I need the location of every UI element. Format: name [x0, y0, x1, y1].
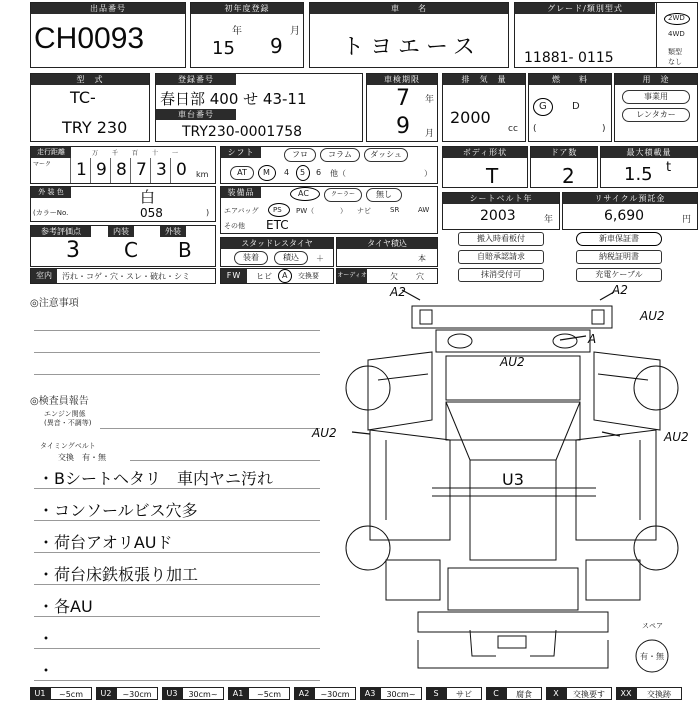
fuel-header: 燃 料: [529, 74, 611, 85]
equipment-cooler: クーラー: [324, 188, 362, 202]
audio-bar-label: オーディオ: [337, 269, 367, 283]
mileage-unit-mark: 十: [152, 150, 159, 157]
wd4-label: 4WD: [668, 30, 685, 38]
model-line1: TC-: [70, 88, 96, 107]
report-line-rule: [34, 616, 320, 617]
legend-item: [616, 687, 682, 700]
legend-key: A2: [294, 687, 314, 700]
usage-header: 用 途: [615, 74, 697, 85]
report-line-text: ・: [38, 629, 55, 648]
legend-item: [360, 687, 422, 700]
exterior-color-code-close: ): [206, 208, 210, 217]
inspection-year-char: 年: [425, 95, 435, 105]
inspection-month-value: 9: [396, 114, 410, 139]
legend-item: [426, 687, 482, 700]
first-reg-year-char: 年: [232, 26, 242, 37]
mileage-unit-mark: 一: [172, 150, 179, 157]
fw-option-crack: ヒビ: [256, 272, 272, 281]
document-item: 新車保証書: [576, 232, 662, 246]
reference-score: 3: [66, 238, 80, 263]
equipment-sr: SR: [390, 206, 400, 214]
notes-line-2: [34, 352, 320, 353]
wd2-label: 2WD: [668, 14, 685, 22]
seatbelt-value: 2003: [480, 208, 516, 224]
notes-line-3: [34, 374, 320, 375]
capacity-value: 1.5: [624, 164, 653, 185]
report-title: ◎検査員報告: [30, 396, 89, 407]
chassis-value: TRY230-0001758: [182, 124, 303, 140]
legend-item: [294, 687, 356, 700]
exterior-color-code-label: (カラーNo.: [33, 209, 69, 217]
studless-loaded: 積込: [274, 251, 308, 265]
mileage-digit: 8: [116, 160, 127, 180]
report-timing-value: 交換 有・無: [58, 453, 106, 462]
fw-option-a: A: [282, 271, 288, 280]
legend-value: ~30cm: [314, 687, 356, 700]
equipment-pw: PW（: [296, 207, 315, 215]
mileage-digit: 9: [96, 160, 107, 180]
fw-bar-label: FW: [221, 269, 247, 283]
report-line-rule: [34, 552, 320, 553]
spare-label: スペア: [642, 622, 663, 630]
legend-key: C: [486, 687, 506, 700]
shift-6: 6: [316, 168, 322, 177]
model-line2: TRY 230: [62, 118, 128, 137]
report-engine-line: [100, 428, 320, 429]
diagram-mark-a2-left: A2: [390, 285, 406, 299]
doors-value: 2: [562, 164, 575, 188]
legend-item: [546, 687, 612, 700]
shift-m: M: [263, 168, 270, 177]
interior-bar-value: 汚れ・コゲ・穴・スレ・破れ・シミ: [62, 272, 190, 281]
report-line-rule: [34, 584, 320, 585]
legend-value: ~5cm: [50, 687, 92, 700]
inspection-month-char: 月: [425, 129, 435, 139]
seatbelt-header: シートベルト年: [443, 193, 559, 204]
shift-other-close: ）: [424, 169, 432, 178]
report-line-text: ・Bシートヘタリ 車内ヤニ汚れ: [38, 469, 273, 488]
seatbelt-unit: 年: [544, 215, 554, 225]
equipment-ps: PS: [273, 206, 282, 214]
inspection-header: 車検期限: [367, 74, 437, 85]
diagram-mark-a-lamp: A: [588, 332, 597, 346]
shift-option-floor: フロ: [284, 148, 316, 162]
report-line-text: ・コンソールビス穴多: [38, 501, 198, 520]
diagram-mark-a2-right: A2: [612, 283, 628, 297]
diagram-mark-au2-left-side: AU2: [312, 426, 337, 440]
legend-key: X: [546, 687, 566, 700]
usage-business: 事業用: [622, 90, 690, 104]
model-header: 型 式: [31, 74, 149, 85]
diagram-mark-au2-right-side: AU2: [664, 430, 689, 444]
legend-value: 交換要す: [566, 687, 612, 700]
fw-option-replace: 交換要: [298, 272, 319, 280]
report-line-rule: [34, 520, 320, 521]
equipment-ac: AC: [298, 189, 309, 198]
fuel-paren-close: ): [602, 124, 606, 134]
displacement-header: 排 気 量: [443, 74, 525, 85]
lot-number-header: 出品番号: [31, 3, 185, 14]
mileage-mark-label: マーク: [33, 161, 52, 168]
legend-value: ~5cm: [248, 687, 290, 700]
mileage-digit: 7: [136, 160, 147, 180]
report-timing-line: [130, 460, 320, 461]
mileage-digit-cell: [70, 158, 91, 183]
spare-value: 有・無: [640, 652, 664, 661]
mileage-digit: 3: [156, 160, 167, 180]
shift-4: 4: [284, 168, 290, 177]
report-line-text: ・: [38, 661, 55, 680]
equipment-navi: ナビ: [357, 207, 371, 215]
mileage-header: 走行距離: [31, 147, 71, 158]
lot-number-value: CH0093: [34, 22, 145, 55]
report-engine-label: エンジン関係: [44, 410, 86, 418]
report-line-rule: [34, 648, 320, 649]
recycle-header: リサイクル預託金: [563, 193, 697, 204]
exterior-color-value: 白: [140, 188, 156, 206]
body-shape-value: T: [486, 164, 499, 188]
legend-value: 交換跡: [636, 687, 682, 700]
mileage-digit-cell: [150, 158, 171, 183]
mileage-unit-mark: 万: [92, 150, 99, 157]
legend-value: ~30cm: [116, 687, 158, 700]
mileage-digit-cell: [90, 158, 111, 183]
first-reg-year-value: 15: [212, 38, 235, 59]
equipment-other-label: その他: [224, 222, 245, 230]
tire-header: タイヤ積込: [337, 238, 437, 249]
legend-key: U3: [162, 687, 182, 700]
car-name-value: トヨエース: [342, 35, 481, 60]
mileage-unit-mark: 千: [112, 150, 119, 157]
equipment-aw: AW: [418, 206, 430, 214]
grade-value: 11881- 0115: [524, 50, 614, 66]
mileage-digit: 0: [176, 160, 187, 180]
fuel-d: D: [572, 101, 580, 112]
reference-header: 参考評価点: [31, 226, 91, 237]
capacity-unit: t: [666, 160, 672, 175]
legend-key: U2: [96, 687, 116, 700]
legend-value: 30cm~: [380, 687, 422, 700]
body-shape-header: ボディ形状: [443, 147, 527, 158]
shift-other: 他（: [330, 169, 346, 178]
legend-value: 腐食: [506, 687, 542, 700]
first-reg-month-value: 9: [270, 34, 283, 58]
legend-key: A3: [360, 687, 380, 700]
first-reg-month-char: 月: [290, 26, 300, 37]
car-name-header: 車 名: [310, 3, 508, 14]
reference-exterior: B: [178, 238, 192, 262]
legend-key: A1: [228, 687, 248, 700]
studless-plus: ＋: [316, 254, 324, 263]
diagram-mark-au2-windshield: AU2: [500, 355, 525, 369]
recycle-value: 6,690: [604, 208, 645, 224]
document-item: 搬入時看板付: [458, 232, 544, 246]
chassis-header: 車台番号: [156, 109, 236, 120]
notes-title: ◎注意事項: [30, 298, 79, 309]
reference-exterior-header: 外装: [160, 226, 186, 237]
legend-value: 30cm~: [182, 687, 224, 700]
recycle-unit: 円: [682, 215, 692, 225]
displacement-unit: cc: [508, 124, 518, 134]
report-line-rule: [34, 680, 320, 681]
interior-bar-label: 室内: [31, 269, 57, 283]
doors-header: ドア数: [531, 147, 597, 158]
audio-option-hole: 穴: [416, 272, 424, 281]
mileage-digit-cell: [170, 158, 191, 183]
diagram-mark-u3-bed: U3: [502, 470, 524, 489]
legend-item: [96, 687, 158, 700]
legend-value: サビ: [446, 687, 482, 700]
shift-option-column: コラム: [320, 148, 360, 162]
diagram-mark-au2-top-right: AU2: [640, 309, 665, 323]
studless-header: スタッドレスタイヤ: [221, 238, 333, 249]
fuel-g: G: [539, 101, 547, 112]
equipment-pw-close: ）: [340, 207, 347, 215]
document-item: 自賠承認請求: [458, 250, 544, 264]
exterior-color-code-value: 058: [140, 206, 163, 220]
reference-interior-header: 内装: [108, 226, 134, 237]
legend-item: [30, 687, 92, 700]
report-line-text: ・荷台床鉄板張り加工: [38, 565, 199, 584]
exterior-color-header: 外 装 色: [31, 187, 71, 198]
shift-option-dash: ダッシュ: [364, 148, 408, 162]
capacity-header: 最大積載量: [601, 147, 697, 158]
document-item: 充電ケーブル: [576, 268, 662, 282]
report-engine-sub: (異音・不調等): [44, 419, 92, 427]
legend-key: S: [426, 687, 446, 700]
mileage-digit-cell: [130, 158, 151, 183]
equipment-none: 無し: [366, 188, 402, 202]
document-item: 抹消受付可: [458, 268, 544, 282]
shift-header: シフト: [221, 147, 261, 158]
grade-header: グレード/類別型式: [515, 3, 655, 14]
fuel-paren-open: (: [533, 124, 537, 134]
usage-rental: レンタカー: [622, 108, 690, 122]
mileage-digit-cell: [110, 158, 131, 183]
notes-line-1: [34, 330, 320, 331]
inspection-year-value: 7: [396, 86, 410, 111]
kagata-label: 類型: [668, 48, 682, 56]
mileage-digit: 1: [76, 160, 87, 180]
reference-interior: C: [124, 238, 138, 262]
audio-option-missing: 欠: [390, 272, 398, 281]
legend-item: [162, 687, 224, 700]
tire-value: 本: [418, 254, 426, 263]
mileage-unit: km: [196, 170, 209, 179]
document-item: 納税証明書: [576, 250, 662, 264]
equipment-other-value: ETC: [266, 218, 289, 232]
legend-key: U1: [30, 687, 50, 700]
shift-5: 5: [300, 168, 306, 177]
report-timing-label: タイミングベルト: [40, 442, 96, 450]
report-line-text: ・各AU: [38, 597, 93, 616]
shift-at: AT: [230, 166, 254, 180]
legend-key: XX: [616, 687, 636, 700]
mileage-unit-mark: 百: [132, 150, 139, 157]
first-registration-header: 初年度登録: [191, 3, 303, 14]
report-line-text: ・荷台アオリAUド: [38, 533, 173, 552]
legend-item: [228, 687, 290, 700]
displacement-value: 2000: [450, 108, 491, 127]
report-line-rule: [34, 488, 320, 489]
equipment-airbag-label: エアバッグ: [224, 207, 259, 215]
studless-mounted: 装着: [234, 251, 268, 265]
nashi-label: なし: [668, 58, 682, 66]
equipment-header: 装備品: [221, 187, 261, 198]
registration-value: 春日部 400 せ 43-11: [160, 90, 307, 108]
legend-item: [486, 687, 542, 700]
registration-header: 登録番号: [156, 74, 236, 85]
